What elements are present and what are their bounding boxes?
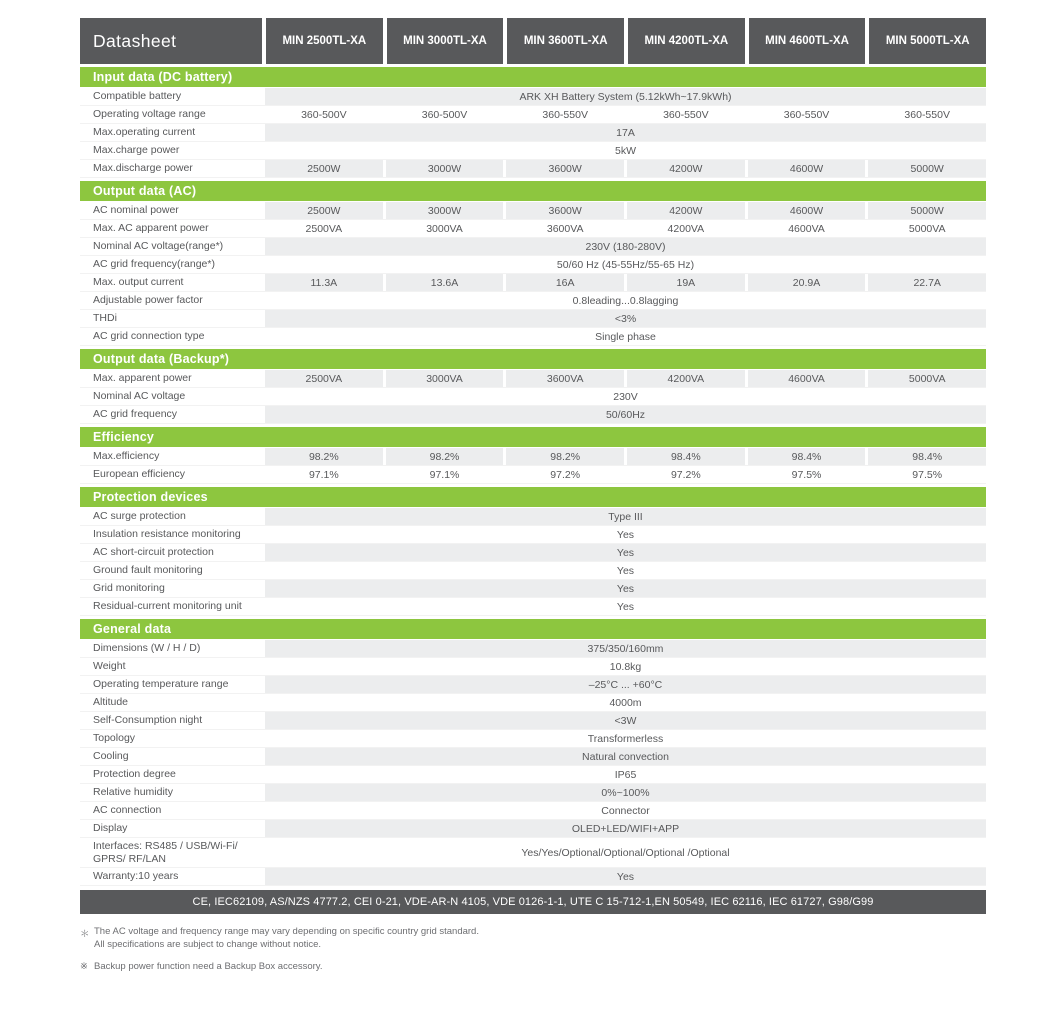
row-label: AC connection	[93, 804, 162, 817]
footnote-marker: ※	[80, 960, 88, 972]
span-value-cell: 230V (180-280V)	[265, 238, 986, 255]
table-row	[80, 676, 986, 694]
span-value-cell: 0%~100%	[265, 784, 986, 801]
value-cell: 98.4%	[748, 448, 866, 465]
model-header: MIN 4600TL-XA	[749, 18, 866, 64]
table-row	[80, 88, 986, 106]
span-value-cell: 10.8kg	[609, 660, 642, 673]
row-label: AC grid frequency	[93, 408, 178, 421]
table-row	[80, 124, 986, 142]
row-label: Max.operating current	[93, 126, 196, 139]
row-label: Max. AC apparent power	[93, 222, 209, 235]
row-label: Ground fault monitoring	[93, 564, 203, 577]
table-row	[80, 274, 986, 292]
value-cell: 5000VA	[868, 370, 986, 387]
row-label: Grid monitoring	[93, 582, 165, 595]
value-cell: 360-500V	[301, 108, 347, 121]
table-row	[80, 526, 986, 544]
table-row	[80, 238, 986, 256]
footnotes	[80, 926, 986, 973]
row-label: Operating temperature range	[93, 678, 229, 691]
span-value-cell: Yes	[265, 580, 986, 597]
value-cell: 3600W	[506, 202, 624, 219]
row-label: Weight	[93, 660, 126, 673]
table-row	[80, 598, 986, 616]
value-cell: 20.9A	[748, 274, 866, 291]
value-cell: 19A	[627, 274, 745, 291]
row-label: Topology	[93, 732, 136, 745]
table-row	[80, 310, 986, 328]
span-value-cell: OLED+LED/WIFI+APP	[265, 820, 986, 837]
value-cell: 3600VA	[546, 222, 584, 235]
footnote	[80, 926, 986, 952]
value-cell: 97.5%	[912, 468, 943, 481]
section-header: Output data (AC)	[80, 181, 986, 201]
table-header	[80, 18, 986, 64]
value-cell: 360-500V	[421, 108, 468, 121]
value-cell: 3600VA	[506, 370, 624, 387]
row-label: Dimensions (W / H / D)	[93, 642, 201, 655]
span-value-cell: Single phase	[595, 330, 656, 343]
value-cell: 5000W	[868, 160, 986, 177]
table-row	[80, 544, 986, 562]
table-row	[80, 694, 986, 712]
table-row	[80, 784, 986, 802]
value-cell: 4600W	[748, 160, 866, 177]
footnote-line: The AC voltage and frequency range may vary depending on specific country grid standard.	[94, 926, 479, 938]
table-row	[80, 580, 986, 598]
span-value-cell: 50/60Hz	[265, 406, 986, 423]
table-row	[80, 388, 986, 406]
table-row	[80, 448, 986, 466]
footnote-marker: ＊	[80, 929, 90, 941]
value-cell: 3000W	[386, 202, 504, 219]
value-cell: 11.3A	[265, 274, 383, 291]
value-cell: 97.1%	[308, 468, 339, 481]
span-value-cell: Yes/Yes/Optional/Optional/Optional /Optional	[521, 846, 730, 859]
row-label: European efficiency	[93, 468, 186, 481]
table-row	[80, 202, 986, 220]
row-label: THDi	[93, 312, 117, 325]
row-label: Altitude	[93, 696, 129, 709]
datasheet-title: Datasheet	[80, 18, 262, 64]
span-value-cell: Yes	[616, 528, 635, 541]
row-label: Max.discharge power	[93, 162, 193, 175]
value-cell: 360-550V	[663, 108, 709, 121]
value-cell: 360-550V	[783, 108, 830, 121]
value-cell: 4200W	[627, 160, 745, 177]
value-cell: 13.6A	[386, 274, 504, 291]
row-label: Compatible battery	[93, 90, 182, 103]
table-row	[80, 256, 986, 274]
value-cell: 4200VA	[667, 222, 705, 235]
section-header: General data	[80, 619, 986, 639]
span-value-cell: Yes	[616, 564, 635, 577]
value-cell: 2500W	[265, 160, 383, 177]
table-row	[80, 730, 986, 748]
value-cell: 98.4%	[627, 448, 745, 465]
section-header: Protection devices	[80, 487, 986, 507]
table-row	[80, 766, 986, 784]
span-value-cell: <3%	[265, 310, 986, 327]
row-label: AC short-circuit protection	[93, 546, 214, 559]
row-label: Nominal AC voltage	[93, 390, 186, 403]
table-row	[80, 640, 986, 658]
value-cell: 4600VA	[788, 222, 825, 235]
span-value-cell: –25°C ... +60°C	[265, 676, 986, 693]
section-header: Input data (DC battery)	[80, 67, 986, 87]
value-cell: 3600W	[506, 160, 624, 177]
row-label: Max.efficiency	[93, 450, 160, 463]
footnote	[80, 961, 986, 974]
table-row	[80, 466, 986, 484]
value-cell: 5000VA	[908, 222, 946, 235]
value-cell: 5000W	[868, 202, 986, 219]
value-cell: 2500VA	[305, 222, 343, 235]
table-row	[80, 658, 986, 676]
footnote-line: Backup power function need a Backup Box accessory.	[94, 960, 323, 972]
span-value-cell: 50/60 Hz (45-55Hz/55-65 Hz)	[556, 258, 695, 271]
row-label: Max. apparent power	[93, 372, 192, 385]
value-cell: 16A	[506, 274, 624, 291]
span-value-cell: Natural convection	[265, 748, 986, 765]
table-row	[80, 748, 986, 766]
model-header: MIN 3000TL-XA	[387, 18, 504, 64]
row-label: Insulation resistance monitoring	[93, 528, 241, 541]
row-label: Self-Consumption night	[93, 714, 203, 727]
table-row	[80, 820, 986, 838]
value-cell: 97.1%	[429, 468, 460, 481]
table-row	[80, 106, 986, 124]
span-value-cell: Type III	[265, 508, 986, 525]
footnote-text	[94, 926, 479, 952]
span-value-cell: 17A	[265, 124, 986, 141]
row-label: Max. output current	[93, 276, 184, 289]
value-cell: 3000VA	[386, 370, 504, 387]
value-cell: 97.2%	[670, 468, 701, 481]
model-header: MIN 5000TL-XA	[869, 18, 986, 64]
footnote-text	[94, 961, 322, 974]
value-cell: 3000VA	[426, 222, 463, 235]
row-label: AC nominal power	[93, 204, 179, 217]
row-label: AC grid connection type	[93, 330, 205, 343]
table-row	[80, 328, 986, 346]
model-header: MIN 2500TL-XA	[266, 18, 383, 64]
row-label: Interfaces: RS485 / USB/Wi-Fi/ GPRS/ RF/LAN	[93, 840, 238, 865]
value-cell: 3000W	[386, 160, 504, 177]
row-label: Max.charge power	[93, 144, 180, 157]
value-cell: 98.2%	[386, 448, 504, 465]
certifications-bar: CE, IEC62109, AS/NZS 4777.2, CEI 0-21, VDE-AR-N 4105, VDE 0126-1-1, UTE C 15-712-1,EN 50549, IEC 62116, IEC 61727, G98/G99	[80, 890, 986, 914]
value-cell: 4600VA	[748, 370, 866, 387]
span-value-cell: 4000m	[609, 696, 642, 709]
table-row	[80, 160, 986, 178]
table-row	[80, 838, 986, 868]
value-cell: 98.4%	[868, 448, 986, 465]
span-value-cell: Yes	[616, 600, 635, 613]
value-cell: 4200VA	[627, 370, 745, 387]
section-header: Efficiency	[80, 427, 986, 447]
table-row	[80, 370, 986, 388]
span-value-cell: 375/350/160mm	[265, 640, 986, 657]
row-label: Residual-current monitoring unit	[93, 600, 242, 613]
row-label: Operating voltage range	[93, 108, 206, 121]
span-value-cell: 5kW	[615, 144, 636, 157]
table-row	[80, 802, 986, 820]
row-label: Nominal AC voltage(range*)	[93, 240, 224, 253]
span-value-cell: Yes	[265, 868, 986, 885]
row-label: AC surge protection	[93, 510, 186, 523]
value-cell: 22.7A	[868, 274, 986, 291]
datasheet-table	[80, 18, 986, 886]
value-cell: 98.2%	[506, 448, 624, 465]
table-row	[80, 508, 986, 526]
value-cell: 2500VA	[265, 370, 383, 387]
row-label: Relative humidity	[93, 786, 173, 799]
value-cell: 4600W	[748, 202, 866, 219]
row-label: Adjustable power factor	[93, 294, 203, 307]
row-label: Display	[93, 822, 128, 835]
span-value-cell: 230V	[613, 390, 638, 403]
row-label: Protection degree	[93, 768, 176, 781]
table-row	[80, 712, 986, 730]
table-row	[80, 292, 986, 310]
row-label: AC grid frequency(range*)	[93, 258, 215, 271]
span-value-cell: <3W	[265, 712, 986, 729]
section-header: Output data (Backup*)	[80, 349, 986, 369]
table-row	[80, 220, 986, 238]
span-value-cell: IP65	[614, 768, 637, 781]
value-cell: 360-550V	[542, 108, 588, 121]
value-cell: 360-550V	[904, 108, 950, 121]
table-row	[80, 142, 986, 160]
table-row	[80, 868, 986, 886]
footnote-line: All specifications are subject to change without notice.	[94, 939, 322, 950]
value-cell: 4200W	[627, 202, 745, 219]
span-value-cell: Connector	[601, 804, 650, 817]
span-value-cell: Yes	[265, 544, 986, 561]
table-row	[80, 562, 986, 580]
span-value-cell: ARK XH Battery System (5.12kWh~17.9kWh)	[265, 88, 986, 105]
datasheet-page	[80, 18, 986, 974]
row-label: Warranty:10 years	[93, 870, 179, 883]
row-label: Cooling	[93, 750, 129, 763]
value-cell: 98.2%	[265, 448, 383, 465]
span-value-cell: 0.8leading...0.8lagging	[572, 294, 679, 307]
table-row	[80, 406, 986, 424]
model-header: MIN 4200TL-XA	[628, 18, 745, 64]
value-cell: 2500W	[265, 202, 383, 219]
value-cell: 97.2%	[550, 468, 581, 481]
value-cell: 97.5%	[791, 468, 822, 481]
model-header: MIN 3600TL-XA	[507, 18, 624, 64]
span-value-cell: Transformerless	[587, 732, 664, 745]
